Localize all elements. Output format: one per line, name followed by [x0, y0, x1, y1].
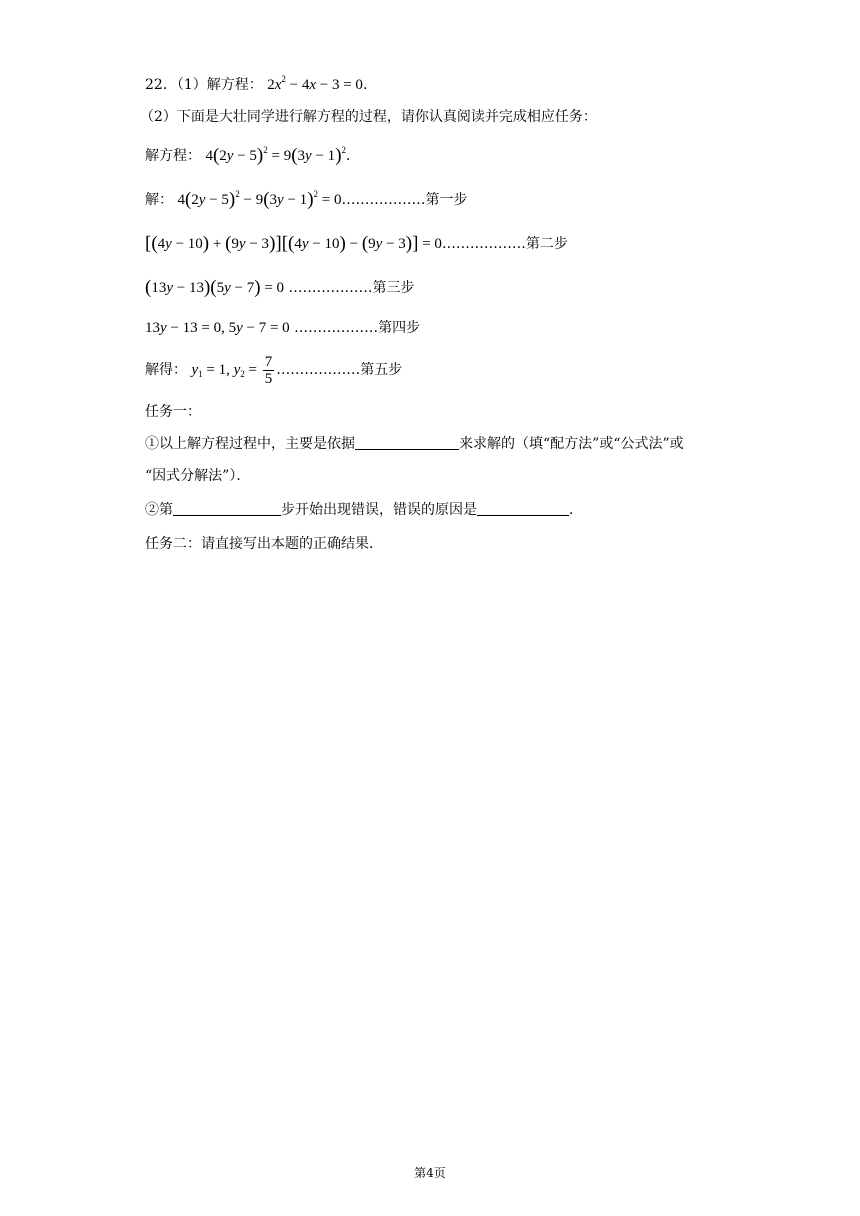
step-2-label: 第二步 [525, 236, 568, 252]
step-1: 解： $4(2y - 5)^2 - 9(3y - 1)^2$ = 0………………第一步 [145, 189, 468, 210]
problem-statement: 解方程： $4(2y - 5)^2 = 9(3y - 1)^2$． [145, 145, 361, 166]
part1-label: （1）解方程： [176, 77, 263, 93]
part2-intro: （2）下面是大壮同学进行解方程的过程，请你认真阅读并完成相应任务： [140, 109, 597, 125]
step-4-label: 第四步 [378, 320, 421, 336]
part1-equation: $2x^2 - 4x - 3 = 0$ [267, 74, 363, 93]
task2: 任务二：请直接写出本题的正确结果． [145, 536, 383, 552]
task1-q1-cont: “因式分解法”）． [145, 468, 251, 484]
step-2: [(4y − 10) + (9y − 3)][(4y − 10) − (9y − 3)] = 0………………第二步 [145, 233, 568, 254]
step-2-expr: [(4y − 10) + (9y − 3)][(4y − 10) − (9y − 3)] = 0 [145, 233, 442, 254]
page-number: 第4页 [414, 1166, 446, 1180]
problem-label: 解方程： [145, 148, 201, 164]
answer-blank-step[interactable] [173, 501, 281, 516]
step-5: 解得： $y_1 = 1$, $y_2$ = $\frac{7}{5}$ ………………第五步 [145, 354, 403, 387]
step-4-expr: 13y − 13 = 0, 5y − 7 = 0 [145, 320, 290, 336]
answer-blank-reason[interactable] [477, 501, 569, 516]
step-1-label: 第一步 [425, 192, 468, 208]
question-22-part1: 22．（1）解方程： $2x^2 - 4x - 3 = 0$． [145, 74, 377, 93]
step-1-expr: $4(2y - 5)^2 - 9(3y - 1)^2 = 0$ [177, 189, 342, 210]
task1-title: 任务一： [145, 404, 201, 420]
fraction-7-5: $\frac{7}{5}$ [264, 354, 273, 387]
step-3: (13y − 13)(5y − 7) = 0 ………………第三步 [145, 277, 415, 298]
step-3-expr: (13y − 13)(5y − 7) = 0 [145, 277, 285, 298]
task1-q2: ②第 步开始出现错误，错误的原因是 ． [145, 502, 583, 518]
answer-blank-method[interactable] [355, 435, 459, 450]
step-3-label: 第三步 [372, 280, 415, 296]
problem-equation: $4(2y - 5)^2 = 9(3y - 1)^2$ [205, 145, 347, 166]
step-5-expr: $y_1 = 1$, $y_2$ = $\frac{7}{5}$ [191, 354, 273, 387]
task1-q1: ①以上解方程过程中，主要是依据 来求解的（填“配方法”或“公式法”或 [145, 436, 684, 452]
question-number: 22． [145, 77, 177, 93]
step-4: 13y − 13 = 0, 5y − 7 = 0 ………………第四步 [145, 320, 421, 336]
step-5-label: 第五步 [360, 361, 403, 378]
